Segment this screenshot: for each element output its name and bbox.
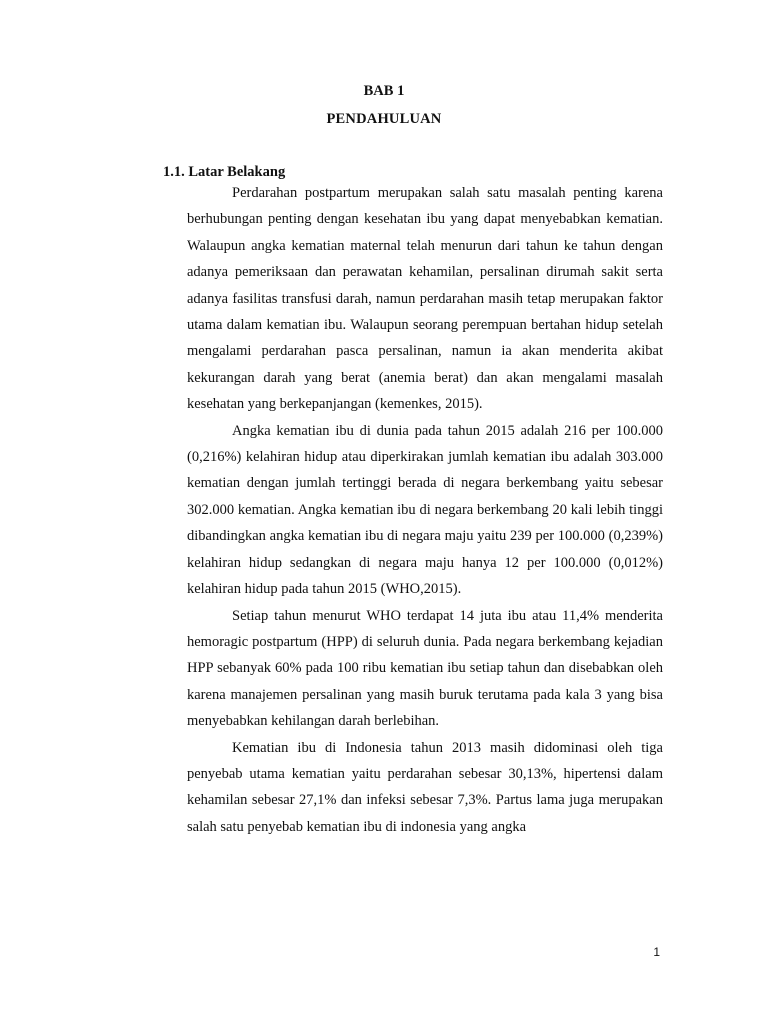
- chapter-number: BAB 1: [363, 83, 405, 99]
- section-heading: 1.1. Latar Belakang: [163, 164, 286, 180]
- paragraph: Kematian ibu di Indonesia tahun 2013 masih didominasi oleh tiga penyebab utama kematian yaitu perdarahan sebesar 30,13%, hipertensi dalam kehamilan sebesar 27,1% dan infeksi sebesar 7,3%. Partus lama juga merupakan salah satu penyebab kematian ibu di indonesia yang angka: [187, 739, 663, 835]
- page-number: 1: [653, 945, 660, 959]
- chapter-title: PENDAHULUAN: [326, 111, 442, 127]
- paragraph: Setiap tahun menurut WHO terdapat 14 juta ibu atau 11,4% menderita hemoragic postpartum (HPP) di seluruh dunia. Pada negara berkembang kejadian HPP sebanyak 60% pada 100 ribu kematian ibu setiap tahun dan disebabkan oleh karena manajemen persalinan yang masih buruk terutama pada kala 3 yang bisa menyebabkan kehilangan darah berlebihan.: [187, 607, 663, 730]
- paragraph: Angka kematian ibu di dunia pada tahun 2015 adalah 216 per 100.000 (0,216%) kelahiran hidup atau diperkirakan jumlah kematian ibu adalah 303.000 kematian dengan jumlah tertinggi berada di negara berkembang yaitu sebesar 302.000 kematian. Angka kematian ibu di negara berkembang 20 kali lebih tinggi dibandingkan angka kematian ibu di negara maju yaitu 239 per 100.000 (0,239%) kelahiran hidup sedangkan di negara maju hanya 12 per 100.000 (0,012%) kelahiran hidup pada tahun 2015 (WHO,2015).: [187, 422, 663, 598]
- body-text: [187, 180, 663, 840]
- paragraph: Perdarahan postpartum merupakan salah satu masalah penting karena berhubungan penting dengan kesehatan ibu yang dapat menyebabkan kematian. Walaupun angka kematian maternal telah menurun dari tahun ke tahun dengan adanya pemeriksaan dan perawatan kehamilan, persalinan dirumah sakit serta adanya fasilitas transfusi darah, namun perdarahan masih tetap merupakan faktor utama dalam kematian ibu. Walaupun seorang perempuan bertahan hidup setelah mengalami perdarahan pasca persalinan, namun ia akan menderita akibat kekurangan darah yang berat (anemia berat) dan akan mengalami masalah kesehatan yang berkepanjangan (kemenkes, 2015).: [187, 185, 663, 413]
